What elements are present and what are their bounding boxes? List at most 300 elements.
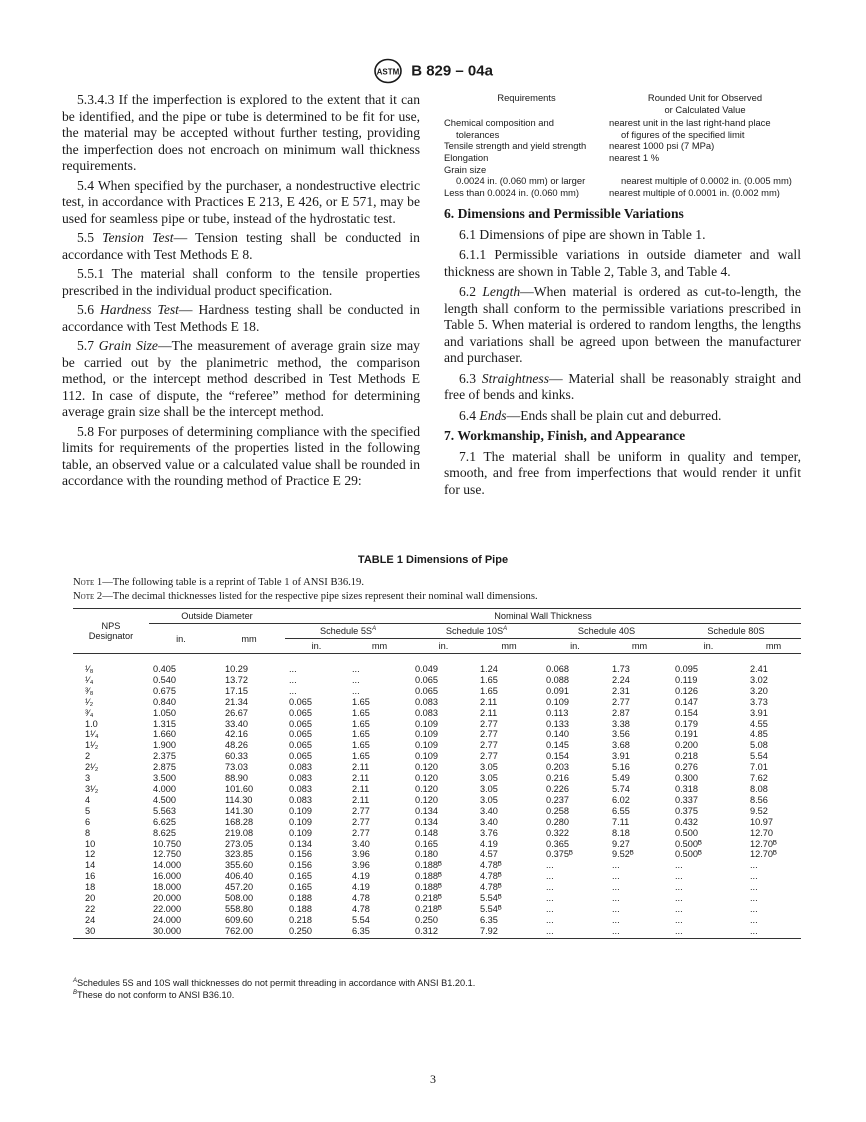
value-cell: 558.80 xyxy=(225,903,254,914)
value-cell: 9.52 xyxy=(750,805,768,816)
value-cell: ... xyxy=(750,903,758,914)
nps-cell: 14 xyxy=(85,860,96,871)
value-cell: 1.900 xyxy=(153,740,176,751)
value-cell: 0.165 xyxy=(289,882,312,893)
nps-cell: ¹⁄₄ xyxy=(85,674,94,685)
value-cell: 60.33 xyxy=(225,751,248,762)
nps-cell: 10 xyxy=(85,838,96,849)
value-cell: 0.180 xyxy=(415,849,438,860)
value-cell: ... xyxy=(289,664,297,674)
value-cell: 0.109 xyxy=(546,696,569,707)
value-cell: 0.432 xyxy=(675,816,698,827)
nps-cell: 3¹⁄₂ xyxy=(85,783,99,794)
value-cell: 3.40 xyxy=(480,805,498,816)
unit-in: in. xyxy=(671,639,746,654)
value-cell: 0.134 xyxy=(415,816,438,827)
value-cell: 3.38 xyxy=(612,718,630,729)
value-cell: 0.109 xyxy=(289,827,312,838)
table-row xyxy=(73,795,801,806)
value-cell: 0.840 xyxy=(153,696,176,707)
value-cell: 5.563 xyxy=(153,805,176,816)
rounding-row: Grain size xyxy=(444,163,487,175)
value-cell: ... xyxy=(352,685,360,696)
footnote-a: $^A$Schedules 5S and 10S wall thicknesses do not permit threading in accordance with ANSI B1.20.1. xyxy=(73,977,476,988)
nps-cell: 1¹⁄₂ xyxy=(85,740,99,751)
value-cell: 5.54ᴮ xyxy=(480,893,502,904)
value-cell: 0.109 xyxy=(415,729,438,740)
value-cell: 10.750 xyxy=(153,838,182,849)
value-cell: 12.750 xyxy=(153,849,182,860)
value-cell: 0.250 xyxy=(415,914,438,925)
value-cell: 0.134 xyxy=(415,805,438,816)
table-row xyxy=(73,817,801,828)
value-cell: 5.49 xyxy=(612,773,630,784)
value-cell: 273.05 xyxy=(225,838,254,849)
value-cell: 0.083 xyxy=(289,773,312,784)
unit-mm: mm xyxy=(608,639,671,654)
table-row xyxy=(73,762,801,773)
value-cell: 5.54 xyxy=(750,751,768,762)
value-cell: 0.065 xyxy=(289,740,312,751)
value-cell: 4.78 xyxy=(352,893,370,904)
value-cell: 30.000 xyxy=(149,926,213,938)
value-cell: 26.67 xyxy=(225,707,248,718)
col-head-schedule-5s: Schedule $5S^A$ xyxy=(285,624,411,639)
para-6-2: 6.2 Length—When material is ordered as cut-to-length, the length shall conform to the permissible variations prescribed in Table 5. When material is ordered to random lengths, the lengths and variations shall be agreed upon between the manufacturer and purchaser. xyxy=(444,284,802,366)
value-cell: 3.96 xyxy=(352,860,370,871)
value-cell: ... xyxy=(750,882,758,893)
value-cell: ... xyxy=(675,860,683,871)
value-cell: 0.088 xyxy=(546,674,569,685)
value-cell: 0.500ᴮ xyxy=(675,849,702,860)
value-cell: 3.96 xyxy=(352,849,370,860)
table-note-2: Note 2—The decimal thicknesses listed for the respective pipe sizes represent their nominal wall dimensions. xyxy=(73,591,538,602)
value-cell: 0.065 xyxy=(289,729,312,740)
section-7-heading: 7. Workmanship, Finish, and Appearance xyxy=(444,428,686,444)
value-cell: 1.73 xyxy=(612,664,630,674)
value-cell: 5.54 xyxy=(352,914,370,925)
value-cell: 3.73 xyxy=(750,696,768,707)
value-cell: 0.540 xyxy=(153,674,176,685)
value-cell: 3.68 xyxy=(612,740,630,751)
table-row xyxy=(73,893,801,904)
col-head-od-in: in. xyxy=(149,624,213,654)
value-cell: 3.91 xyxy=(612,751,630,762)
value-cell: 1.65 xyxy=(352,751,370,762)
value-cell: 0.203 xyxy=(546,762,569,773)
value-cell: 18.000 xyxy=(153,882,182,893)
value-cell: ... xyxy=(612,903,620,914)
value-cell: 0.083 xyxy=(415,696,438,707)
value-cell: 10.29 xyxy=(225,664,248,674)
value-cell: 48.26 xyxy=(225,740,248,751)
value-cell: ... xyxy=(671,926,746,938)
value-cell: 42.16 xyxy=(225,729,248,740)
nps-cell: 20 xyxy=(85,893,96,904)
dimensions-table xyxy=(73,608,801,939)
value-cell: 0.188ᴮ xyxy=(415,871,442,882)
table-row xyxy=(73,784,801,795)
value-cell: 1.65 xyxy=(352,718,370,729)
value-cell: ... xyxy=(675,893,683,904)
para-7-1: 7.1 The material shall be uniform in quality and temper, smooth, and free from imperfections that would render it unfit for use. xyxy=(444,448,801,497)
value-cell: 20.000 xyxy=(153,893,182,904)
value-cell: 0.179 xyxy=(675,718,698,729)
value-cell: 0.109 xyxy=(415,718,438,729)
value-cell: 8.56 xyxy=(750,794,768,805)
value-cell: 2.11 xyxy=(480,696,498,707)
nps-cell: ¹⁄₂ xyxy=(85,696,94,707)
table-row xyxy=(73,773,801,784)
value-cell: 4.85 xyxy=(750,729,768,740)
value-cell: 4.500 xyxy=(153,794,176,805)
value-cell: 0.156 xyxy=(289,860,312,871)
nps-cell: 5 xyxy=(85,805,91,816)
rounding-head-unit: Rounded Unit for Observed or Calculated Value xyxy=(647,92,763,115)
para-5-7: 5.7 Grain Size—The measurement of average grain size may be carried out by the planimetric method, the comparison method, or the intercept method described in Test Methods E 112. In case of dispute, the “referee” method for determining average grain size shall be the intercept method. xyxy=(62,338,420,419)
para-6-1: 6.1 Dimensions of pipe are shown in Table 1. xyxy=(459,226,706,242)
nps-cell: 2 xyxy=(85,751,91,762)
value-cell: 0.300 xyxy=(675,773,698,784)
value-cell: 9.27 xyxy=(612,838,630,849)
section-6-heading: 6. Dimensions and Permissible Variations xyxy=(444,206,684,222)
value-cell: ... xyxy=(612,860,620,871)
value-cell: 5.08 xyxy=(750,740,768,751)
value-cell: 1.65 xyxy=(480,685,498,696)
value-cell: 0.375 xyxy=(675,805,698,816)
value-cell: 3.91 xyxy=(750,707,768,718)
value-cell: ... xyxy=(746,926,801,938)
value-cell: 7.11 xyxy=(612,816,630,827)
value-cell: 0.500ᴮ xyxy=(675,838,702,849)
value-cell: 0.109 xyxy=(289,805,312,816)
value-cell: 406.40 xyxy=(225,871,254,882)
value-cell: ... xyxy=(289,685,297,696)
value-cell: 457.20 xyxy=(225,882,254,893)
right-column xyxy=(444,92,801,502)
value-cell: 3.76 xyxy=(480,827,498,838)
value-cell: 0.120 xyxy=(415,794,438,805)
para-5-5: 5.5 Tension Test— Tension testing shall be conducted in accordance with Test Methods E 8. xyxy=(62,230,420,262)
page-number: 3 xyxy=(430,1072,436,1086)
value-cell: 101.60 xyxy=(225,783,254,794)
table-row xyxy=(73,740,801,751)
value-cell: 0.083 xyxy=(289,794,312,805)
value-cell: 22.000 xyxy=(153,903,182,914)
para-5-4: 5.4 When specified by the purchaser, a nondestructive electric test, in accordance with Practices E 213, E 426, or E 571, may be used for seamless pipe or tube, instead of the hydrostatic test. xyxy=(62,177,420,226)
nps-cell: 1.0 xyxy=(85,718,98,729)
value-cell: 1.65 xyxy=(352,696,370,707)
value-cell: 6.02 xyxy=(612,794,630,805)
value-cell: 4.19 xyxy=(352,882,370,893)
rounding-row: Tensile strength and yield strength nearest 1000 psi (7 MPa) xyxy=(444,140,715,152)
value-cell: 1.24 xyxy=(480,664,498,674)
value-cell: 7.92 xyxy=(476,926,542,938)
value-cell: ... xyxy=(612,914,620,925)
unit-mm: mm xyxy=(348,639,411,654)
value-cell: 0.337 xyxy=(675,794,698,805)
value-cell: 2.31 xyxy=(612,685,630,696)
table-note-1: Note 1—The following table is a reprint of Table 1 of ANSI B36.19. xyxy=(73,577,365,588)
value-cell: 0.675 xyxy=(153,685,176,696)
nps-cell: ³⁄₄ xyxy=(85,707,94,718)
value-cell: 6.55 xyxy=(612,805,630,816)
value-cell: 0.216 xyxy=(546,773,569,784)
nps-cell: 30 xyxy=(73,926,149,938)
value-cell: ... xyxy=(750,914,758,925)
col-head-outside-diameter: Outside Diameter xyxy=(149,609,285,624)
value-cell: 0.188 xyxy=(289,893,312,904)
nps-cell: 3 xyxy=(85,773,91,784)
value-cell: 0.133 xyxy=(546,718,569,729)
value-cell: 0.237 xyxy=(546,794,569,805)
value-cell: ... xyxy=(612,871,620,882)
value-cell: 33.40 xyxy=(225,718,248,729)
value-cell: 4.78ᴮ xyxy=(480,882,502,893)
table-row xyxy=(73,882,801,893)
value-cell: 4.55 xyxy=(750,718,768,729)
value-cell: ... xyxy=(750,893,758,904)
nps-cell: 22 xyxy=(85,903,96,914)
value-cell: 8.625 xyxy=(153,827,176,838)
value-cell: 114.30 xyxy=(225,794,253,805)
value-cell: 323.85 xyxy=(225,849,254,860)
value-cell: 2.77 xyxy=(352,805,370,816)
value-cell: 8.08 xyxy=(750,783,768,794)
footnote-b: $^B$These do not conform to ANSI B36.10. xyxy=(73,989,235,1000)
value-cell: 0.068 xyxy=(546,664,569,674)
value-cell: 17.15 xyxy=(225,685,248,696)
table-row xyxy=(73,806,801,817)
value-cell: 0.147 xyxy=(675,696,698,707)
value-cell: 0.091 xyxy=(546,685,569,696)
value-cell: 0.500 xyxy=(675,827,698,838)
value-cell: 762.00 xyxy=(213,926,285,938)
value-cell: 5.16 xyxy=(612,762,630,773)
value-cell: 0.276 xyxy=(675,762,698,773)
value-cell: 88.90 xyxy=(225,773,248,784)
value-cell: 355.60 xyxy=(225,860,254,871)
unit-in: in. xyxy=(411,639,476,654)
value-cell: 0.188 xyxy=(289,903,312,914)
nps-cell: 2¹⁄₂ xyxy=(85,762,99,773)
value-cell: 2.11 xyxy=(480,707,498,718)
table-row xyxy=(73,828,801,839)
value-cell: 7.01 xyxy=(750,762,768,773)
table-row xyxy=(73,839,801,850)
nps-cell: 24 xyxy=(85,914,96,925)
value-cell: ... xyxy=(675,914,683,925)
value-cell: 16.000 xyxy=(153,871,182,882)
unit-mm: mm xyxy=(746,639,801,654)
value-cell: 3.40 xyxy=(480,816,498,827)
value-cell: 2.875 xyxy=(153,762,176,773)
value-cell: 0.165 xyxy=(289,871,312,882)
value-cell: 0.083 xyxy=(289,783,312,794)
value-cell: 24.000 xyxy=(153,914,182,925)
rounding-row: Less than 0.0024 in. (0.060 mm) nearest multiple of 0.0001 in. (0.002 mm) xyxy=(444,186,780,198)
value-cell: 0.134 xyxy=(289,838,312,849)
value-cell: 0.120 xyxy=(415,762,438,773)
unit-mm: mm xyxy=(476,639,542,654)
value-cell: ... xyxy=(675,871,683,882)
value-cell: 0.322 xyxy=(546,827,569,838)
value-cell: 4.78 xyxy=(352,903,370,914)
value-cell: 1.65 xyxy=(352,740,370,751)
value-cell: 5.54ᴮ xyxy=(480,903,502,914)
value-cell: 4.000 xyxy=(153,783,176,794)
value-cell: 1.65 xyxy=(352,707,370,718)
value-cell: 6.35 xyxy=(480,914,498,925)
table-row xyxy=(73,654,801,675)
value-cell: 609.60 xyxy=(225,914,254,925)
value-cell: 0.065 xyxy=(289,751,312,762)
table-row xyxy=(73,729,801,740)
nps-cell: 6 xyxy=(85,816,91,827)
col-head-nominal-wall: Nominal Wall Thickness xyxy=(285,609,801,624)
value-cell: 0.109 xyxy=(415,751,438,762)
value-cell: 6.35 xyxy=(348,926,411,938)
value-cell: ... xyxy=(612,893,620,904)
value-cell: 4.78ᴮ xyxy=(480,860,502,871)
unit-in: in. xyxy=(542,639,608,654)
unit-in: in. xyxy=(285,639,348,654)
value-cell: 1.660 xyxy=(153,729,176,740)
value-cell: 2.41 xyxy=(750,664,768,674)
value-cell: 73.03 xyxy=(225,762,248,773)
value-cell: 2.11 xyxy=(352,762,370,773)
value-cell: 0.083 xyxy=(289,762,312,773)
value-cell: 7.62 xyxy=(750,773,768,784)
value-cell: ... xyxy=(612,882,620,893)
dimensions-table-body xyxy=(73,654,801,939)
table-1-title: TABLE 1 Dimensions of Pipe xyxy=(357,554,509,566)
rounding-row: 0.0024 in. (0.060 mm) or larger nearest multiple of 0.0002 in. (0.005 mm) xyxy=(456,175,792,187)
value-cell: 12.70ᴮ xyxy=(750,838,777,849)
value-cell: 219.08 xyxy=(225,827,254,838)
value-cell: ... xyxy=(675,903,683,914)
svg-text:ASTM: ASTM xyxy=(376,67,400,77)
value-cell: ... xyxy=(750,871,758,882)
table-row xyxy=(73,686,801,697)
value-cell: 0.191 xyxy=(675,729,698,740)
value-cell: 0.145 xyxy=(546,740,569,751)
value-cell: 3.05 xyxy=(480,794,498,805)
value-cell: 2.87 xyxy=(612,707,630,718)
value-cell: 0.375ᴮ xyxy=(546,849,573,860)
value-cell: 3.56 xyxy=(612,729,630,740)
value-cell: ... xyxy=(546,903,554,914)
value-cell: 10.97 xyxy=(750,816,773,827)
value-cell: 2.77 xyxy=(480,718,498,729)
value-cell: ... xyxy=(289,674,297,685)
para-6-4: 6.4 Ends—Ends shall be plain cut and deburred. xyxy=(459,407,722,423)
value-cell: 0.126 xyxy=(675,685,698,696)
value-cell: 0.218 xyxy=(289,914,312,925)
value-cell: 0.120 xyxy=(415,783,438,794)
page-header xyxy=(0,58,866,84)
value-cell: 0.049 xyxy=(415,664,438,674)
col-head-od-mm: mm xyxy=(213,624,285,654)
value-cell: 3.05 xyxy=(480,783,498,794)
value-cell: 2.77 xyxy=(480,751,498,762)
table-row xyxy=(73,860,801,871)
table-row xyxy=(73,926,801,938)
rounding-row: Chemical composition and tolerances nearest unit in the last right-hand place of figures of the specified limit xyxy=(444,117,771,140)
para-6-1-1: 6.1.1 Permissible variations in outside diameter and wall thickness are shown in Table 2, Table 3, and Table 4. xyxy=(444,247,801,279)
value-cell: ... xyxy=(546,893,554,904)
value-cell: 3.40 xyxy=(352,838,370,849)
col-head-schedule-40s: Schedule 40S xyxy=(542,624,671,639)
value-cell: 0.154 xyxy=(675,707,698,718)
value-cell: 14.000 xyxy=(153,860,182,871)
value-cell: 0.250 xyxy=(285,926,348,938)
value-cell: ... xyxy=(546,871,554,882)
table-row xyxy=(73,904,801,915)
value-cell: 0.083 xyxy=(415,707,438,718)
para-5-8: 5.8 For purposes of determining compliance with the specified limits for requirements of the properties listed in the following table, an observed value or a calculated value shall be rounded in accordance with the rounding method of Practice E 29: xyxy=(62,423,420,488)
value-cell: 3.05 xyxy=(480,762,498,773)
value-cell: ... xyxy=(546,860,554,871)
value-cell: 0.148 xyxy=(415,827,438,838)
value-cell: 2.77 xyxy=(352,816,370,827)
value-cell: 1.65 xyxy=(352,729,370,740)
value-cell: 12.70ᴮ xyxy=(750,849,777,860)
value-cell: 0.365 xyxy=(546,838,569,849)
value-cell: ... xyxy=(675,882,683,893)
value-cell: 1.65 xyxy=(480,674,498,685)
para-5-5-1: 5.5.1 The material shall conform to the tensile properties prescribed in the individual product specification. xyxy=(62,266,420,298)
rounding-row: Elongation nearest 1 % xyxy=(444,151,660,163)
astm-logo-icon xyxy=(373,58,403,84)
value-cell: 0.200 xyxy=(675,740,698,751)
table-row xyxy=(73,871,801,882)
value-cell: 1.315 xyxy=(153,718,176,729)
standard-designation: B 829 – 04a xyxy=(411,62,493,80)
left-column xyxy=(62,92,420,493)
value-cell: 0.156 xyxy=(289,849,312,860)
value-cell: 0.065 xyxy=(415,674,438,685)
col-head-schedule-80s: Schedule 80S xyxy=(671,624,801,639)
value-cell: ... xyxy=(750,860,758,871)
value-cell: 0.095 xyxy=(675,664,698,674)
value-cell: 2.375 xyxy=(153,751,176,762)
table-row xyxy=(73,751,801,762)
value-cell: 0.109 xyxy=(415,740,438,751)
value-cell: 0.154 xyxy=(546,751,569,762)
value-cell: 508.00 xyxy=(225,893,254,904)
value-cell: 4.19 xyxy=(352,871,370,882)
value-cell: 0.109 xyxy=(289,816,312,827)
value-cell: 13.72 xyxy=(225,674,248,685)
rounding-head-requirements: Requirements xyxy=(497,92,556,103)
value-cell: 0.318 xyxy=(675,783,698,794)
value-cell: 4.57 xyxy=(480,849,498,860)
value-cell: 21.34 xyxy=(225,696,248,707)
value-cell: 2.77 xyxy=(352,827,370,838)
value-cell: 0.218 xyxy=(675,751,698,762)
value-cell: 2.24 xyxy=(612,674,630,685)
value-cell: 0.065 xyxy=(415,685,438,696)
value-cell: 0.258 xyxy=(546,805,569,816)
value-cell: 141.30 xyxy=(225,805,254,816)
nps-cell: 1¹⁄₄ xyxy=(85,729,99,740)
nps-cell: 8 xyxy=(85,827,91,838)
value-cell: 2.77 xyxy=(480,729,498,740)
value-cell: 3.05 xyxy=(480,773,498,784)
col-head-nps: NPS Designator xyxy=(73,609,149,654)
value-cell: 0.218ᴮ xyxy=(415,893,442,904)
